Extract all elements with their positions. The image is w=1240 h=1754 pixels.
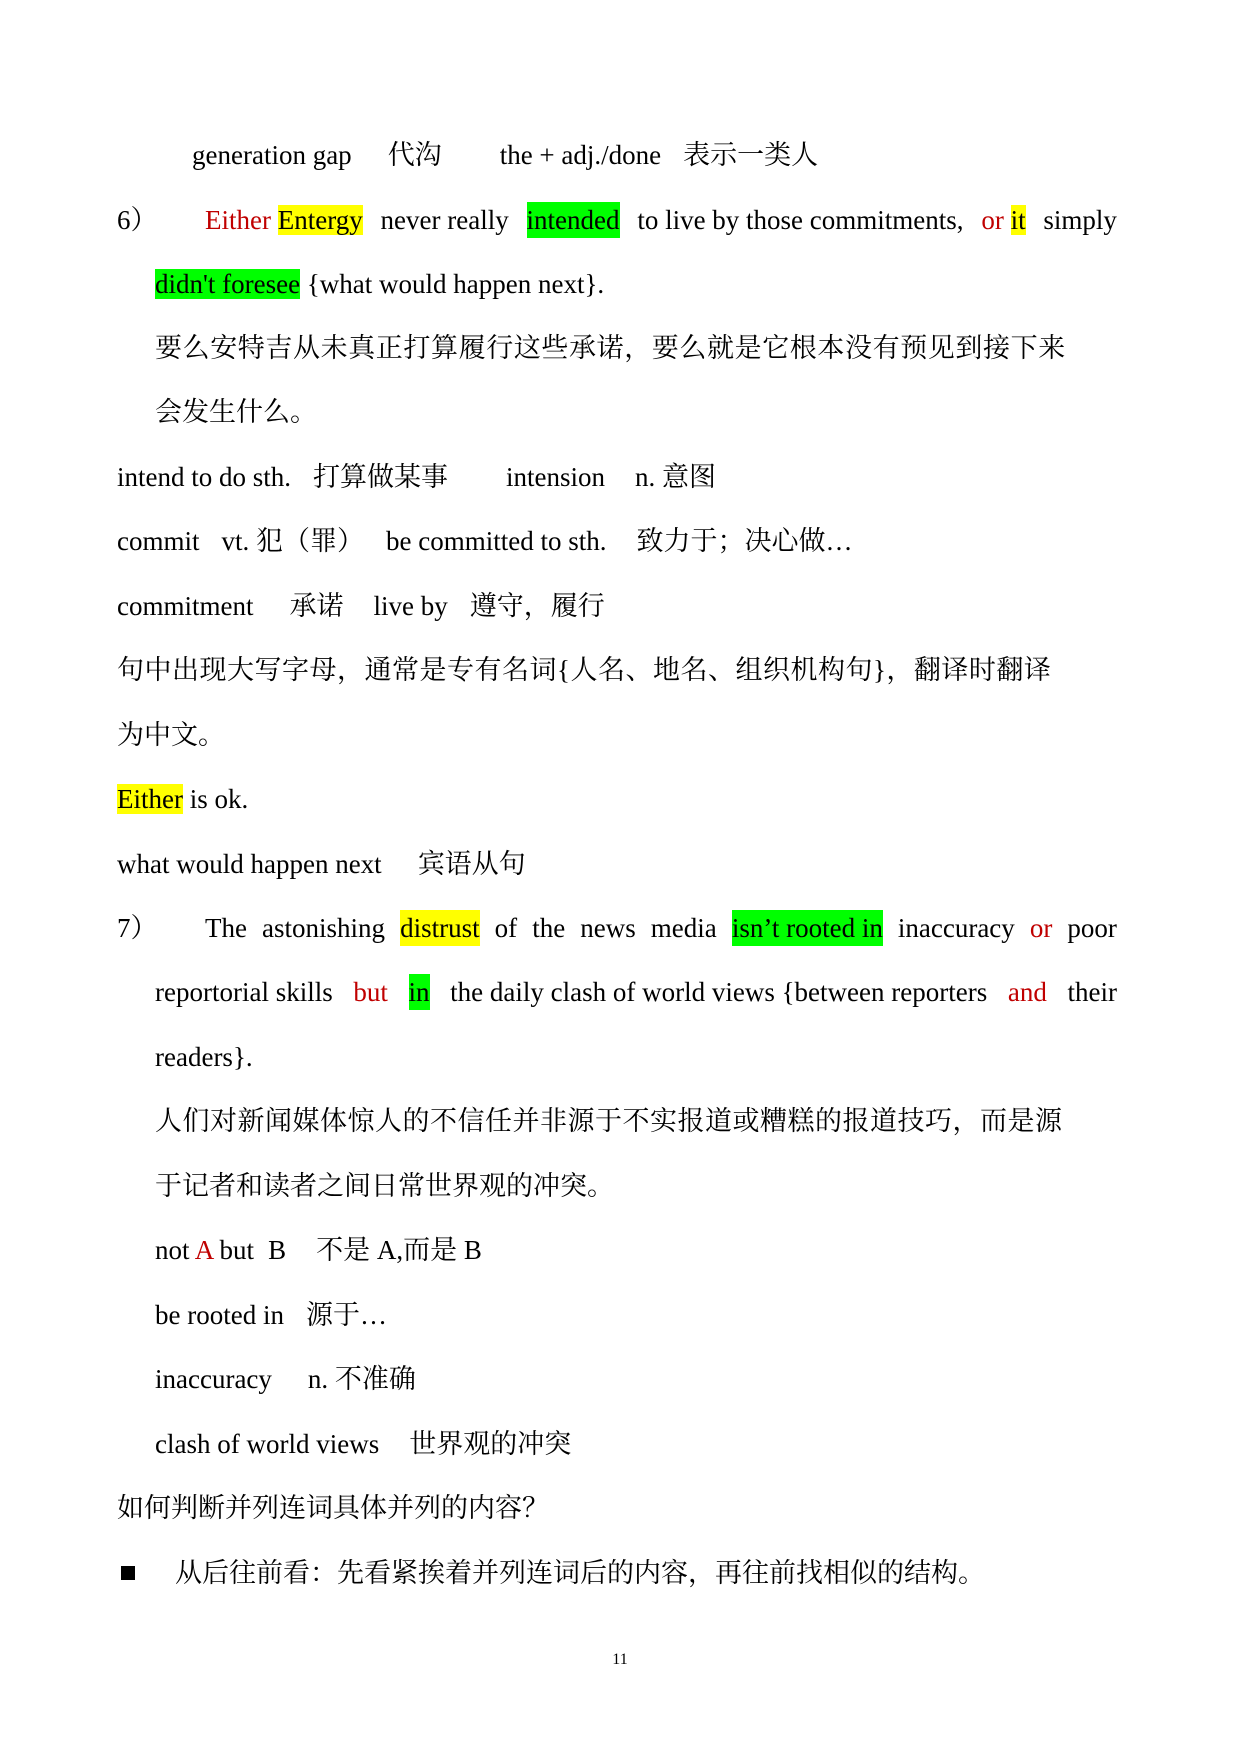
- question-heading: 如何判断并列连词具体并列的内容？: [117, 1493, 549, 1523]
- translation-6-line-1: 要么安特吉从未真正打算履行这些承诺，要么就是它根本没有预见到接下来: [155, 333, 1066, 363]
- text: the daily clash of world views {between reporters: [450, 977, 988, 1007]
- note-rooted: [155, 1297, 387, 1333]
- term-cn: n. 意图: [635, 462, 716, 492]
- highlight-verb: isn’t rooted in: [732, 910, 883, 946]
- term: generation gap: [192, 140, 352, 170]
- vocab-line-generation-gap: [192, 137, 818, 173]
- term: commitment: [117, 591, 254, 621]
- term-cn: 打算做某事: [313, 462, 448, 492]
- conjunction-and: and: [1007, 977, 1047, 1007]
- text: inaccuracy: [897, 913, 1015, 943]
- note-either-ok: [117, 781, 248, 817]
- translation-7-line-1: 人们对新闻媒体惊人的不信任并非源于不实报道或糟糕的报道技巧，而是源: [155, 1106, 1063, 1136]
- text: but: [219, 1235, 255, 1265]
- sentence-7-line-2: [155, 974, 1117, 1010]
- term-cn: 世界观的冲突: [409, 1429, 572, 1459]
- text: astonishing: [262, 913, 386, 943]
- text: is ok.: [189, 784, 249, 814]
- conjunction-or: or: [981, 205, 1004, 235]
- sentence-6-line-2: [155, 266, 604, 302]
- term-cn: n. 不准确: [307, 1364, 416, 1394]
- sentence-number-7: 7）: [117, 913, 158, 943]
- conjunction-either: Either: [205, 205, 271, 235]
- highlight-word: in: [409, 974, 430, 1010]
- term: what would happen next: [117, 849, 382, 879]
- term-cn: 承诺: [289, 591, 344, 621]
- sentence-7-line-3: readers}.: [155, 1042, 253, 1072]
- text: never really: [380, 205, 509, 235]
- term: be rooted in: [155, 1300, 284, 1330]
- highlight-subject: distrust: [400, 910, 480, 946]
- term-cn: 不是 A,而是 B: [316, 1235, 482, 1265]
- conjunction-but: but: [353, 977, 388, 1007]
- text: their: [1067, 977, 1117, 1007]
- term: commit: [117, 526, 200, 556]
- note-not-but: [155, 1232, 482, 1268]
- term: live by: [373, 591, 448, 621]
- text: media: [650, 913, 717, 943]
- text: reportorial skills: [155, 977, 333, 1007]
- text: the: [532, 913, 566, 943]
- highlight-subject: Entergy: [277, 205, 363, 235]
- note-inaccuracy: [155, 1361, 416, 1397]
- text: of: [494, 913, 518, 943]
- term: clash of world views: [155, 1429, 380, 1459]
- translation-7-line-2: 于记者和读者之间日常世界观的冲突。: [155, 1171, 614, 1201]
- tip-text: 从后往前看：先看紧挨着并列连词后的内容，再往前找相似的结构。: [175, 1558, 985, 1588]
- note-intend: [117, 459, 716, 495]
- page-number: 11: [612, 1651, 628, 1668]
- term-cn: vt. 犯（罪）: [221, 526, 365, 556]
- term-cn: 遵守，履行: [469, 591, 605, 621]
- term: be committed to sth.: [386, 526, 607, 556]
- term-cn: 致力于；决心做…: [636, 526, 853, 556]
- sentence-6-line-1: [205, 202, 1117, 238]
- highlight-subject: it: [1010, 205, 1026, 235]
- note-commitment: [117, 588, 605, 624]
- text: B: [268, 1235, 287, 1265]
- tip-line: [121, 1555, 985, 1591]
- translation-6-line-2: 会发生什么。: [155, 397, 317, 427]
- text: simply: [1043, 205, 1117, 235]
- text: to live by those commitments,: [637, 205, 964, 235]
- term-cn: 宾语从句: [417, 849, 526, 879]
- note-commit: [117, 523, 853, 559]
- note-clash: [155, 1426, 571, 1462]
- square-bullet-icon: [121, 1566, 135, 1580]
- highlight-verb: didn't foresee: [155, 269, 301, 299]
- text: {what would happen next}.: [306, 269, 605, 299]
- sentence-7-line-1: [205, 910, 1117, 946]
- term: intension: [506, 462, 605, 492]
- term: inaccuracy: [155, 1364, 272, 1394]
- text-a: A: [194, 1235, 213, 1265]
- term-cn: 源于…: [305, 1300, 387, 1330]
- note-capitals-line-1: 句中出现大写字母，通常是专有名词{人名、地名、组织机构句}，翻译时翻译: [117, 655, 1052, 685]
- text: news: [580, 913, 636, 943]
- text: not: [155, 1235, 190, 1265]
- note-capitals-line-2: 为中文。: [117, 720, 225, 750]
- highlight-word: Either: [117, 784, 183, 814]
- term: the + adj./done: [499, 140, 662, 170]
- text: The: [205, 913, 247, 943]
- sentence-number-6: 6）: [117, 205, 158, 235]
- conjunction-or: or: [1029, 913, 1053, 943]
- text: poor: [1067, 913, 1117, 943]
- note-object-clause: [117, 846, 526, 882]
- highlight-verb: intended: [527, 202, 620, 238]
- term-cn: 表示一类人: [683, 140, 819, 170]
- term-cn: 代沟: [387, 140, 442, 170]
- term: intend to do sth.: [117, 462, 291, 492]
